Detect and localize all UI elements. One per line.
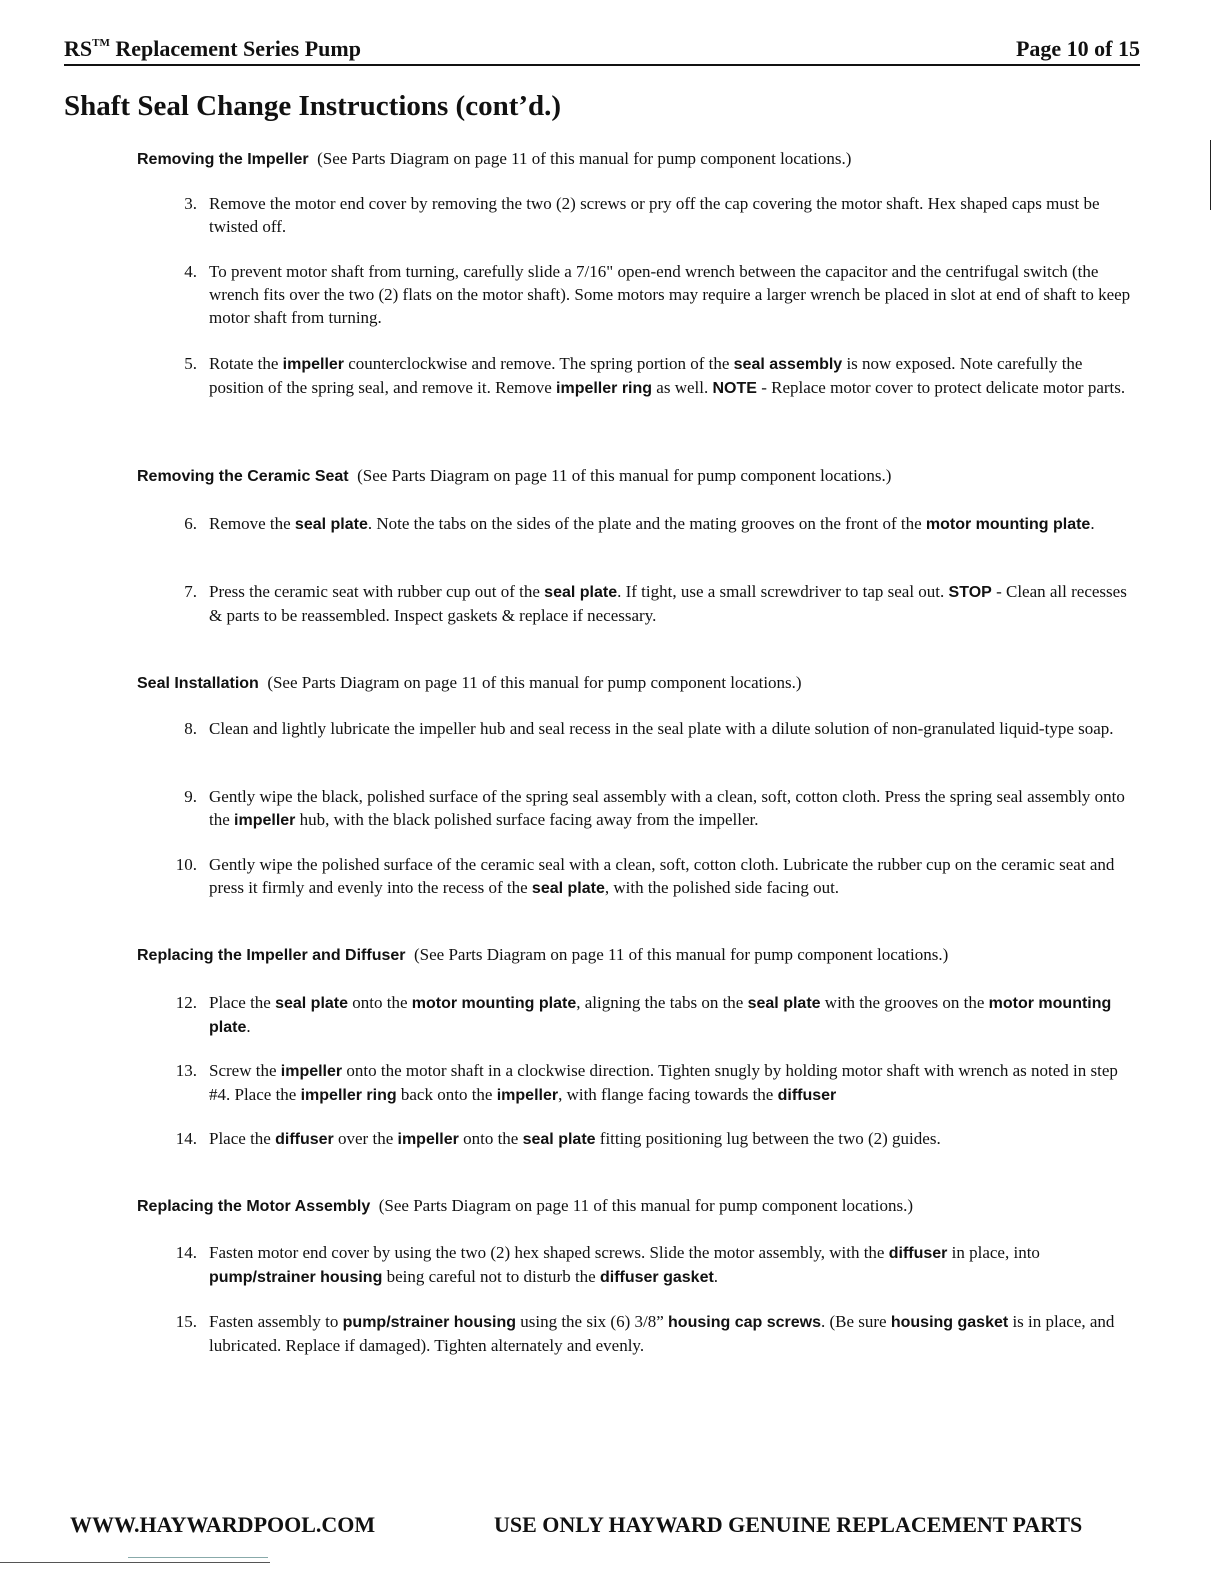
step-text-run: , with the polished side facing out. xyxy=(604,878,840,897)
section-heading xyxy=(137,149,851,169)
scan-bottom-line xyxy=(0,1562,270,1563)
emphasis-term: seal plate xyxy=(544,584,618,601)
step-text-run: being careful not to disturb the xyxy=(382,1267,600,1286)
emphasis-term: motor mounting plate xyxy=(209,995,1112,1036)
step-text xyxy=(209,1127,1139,1151)
section-heading-title: Replacing the Impeller and Diffuser xyxy=(137,947,406,964)
step-number: 14. xyxy=(175,1129,197,1148)
emphasis-term: diffuser gasket xyxy=(599,1269,714,1286)
step-text-run: . (Be sure xyxy=(820,1312,891,1331)
step-number: 3. xyxy=(184,194,197,213)
step-text-run: onto the xyxy=(348,993,412,1012)
step-text-run: using the six (6) 3/8” xyxy=(515,1312,669,1331)
page-header xyxy=(64,34,1140,66)
section-heading-note: (See Parts Diagram on page 11 of this manual for pump component locations.) xyxy=(378,1196,914,1215)
step-text xyxy=(209,991,1139,1039)
step-number: 5. xyxy=(184,354,197,373)
step-text xyxy=(209,512,1139,536)
page-title: Shaft Seal Change Instructions (cont’d.) xyxy=(64,90,562,122)
step-text-run: Fasten assembly to xyxy=(209,1312,343,1331)
footer-notice: USE ONLY HAYWARD GENUINE REPLACEMENT PARTS xyxy=(494,1512,1083,1537)
emphasis-term: diffuser xyxy=(777,1087,837,1104)
section-heading-note: (See Parts Diagram on page 11 of this manual for pump component locations.) xyxy=(357,466,892,485)
step-text-run: onto the xyxy=(458,1129,523,1148)
emphasis-term: STOP xyxy=(948,584,992,601)
step-text xyxy=(209,1241,1139,1289)
page-number: Page 10 of 15 xyxy=(1015,36,1140,61)
step-text xyxy=(209,1310,1139,1357)
section-heading xyxy=(137,466,891,486)
step-text-run: . xyxy=(246,1017,251,1036)
step-text-run: Fasten motor end cover by using the two (2) hex shaped screws. Slide the motor assembly, with the xyxy=(209,1243,889,1262)
step-text-run: with the grooves on the xyxy=(820,993,989,1012)
emphasis-term: impeller xyxy=(496,1087,559,1104)
emphasis-term: housing cap screws xyxy=(668,1314,821,1331)
step-text-run: . xyxy=(1090,514,1095,533)
step-text-run: . xyxy=(713,1267,719,1286)
step-number: 10. xyxy=(175,855,197,874)
step-number: 8. xyxy=(184,719,197,738)
step-number: 12. xyxy=(175,993,197,1012)
step-text-run: . Note the tabs on the sides of the plate and the mating grooves on the front of the xyxy=(367,514,926,533)
step-text-run: Press the ceramic seat with rubber cup out of the xyxy=(209,582,545,601)
step-text-run: , aligning the tabs on the xyxy=(576,993,748,1012)
emphasis-term: impeller ring xyxy=(556,380,653,397)
step-text-run: back onto the xyxy=(396,1085,497,1104)
emphasis-term: NOTE xyxy=(712,380,757,397)
emphasis-term: impeller xyxy=(280,1063,343,1080)
section-heading-title: Replacing the Motor Assembly xyxy=(137,1198,371,1215)
step-number: 15. xyxy=(175,1312,197,1331)
step-number: 9. xyxy=(184,787,197,806)
emphasis-term: impeller xyxy=(397,1131,459,1148)
step-text-run: counterclockwise and remove. The spring portion of the xyxy=(344,354,734,373)
emphasis-term: motor mounting plate xyxy=(411,995,577,1012)
step-text-run: hub, with the black polished surface facing away from the impeller. xyxy=(295,810,759,829)
step-number: 13. xyxy=(175,1061,197,1080)
step-text-run: in place, into xyxy=(947,1243,1040,1262)
step-text-run: Clean and lightly lubricate the impeller hub and seal recess in the seal plate with a dilute solution of non-granulated liquid-type soap. xyxy=(209,719,1114,738)
step-text-run: , with flange facing towards the xyxy=(558,1085,778,1104)
emphasis-term: motor mounting plate xyxy=(925,516,1091,533)
step-text-run: Gently wipe the black, polished surface of the spring seal assembly with a clean, soft, cotton cloth. Press the spring seal assembly onto the xyxy=(209,787,1125,829)
step-text xyxy=(209,192,1139,238)
step-number: 6. xyxy=(184,514,197,533)
section-heading xyxy=(137,1196,913,1216)
step-text xyxy=(209,717,1139,740)
step-text-run: over the xyxy=(333,1129,398,1148)
emphasis-term: seal plate xyxy=(294,516,368,533)
section-heading-note: (See Parts Diagram on page 11 of this manual for pump component locations.) xyxy=(317,149,852,168)
section-heading-note: (See Parts Diagram on page 11 of this manual for pump component locations.) xyxy=(267,673,802,692)
step-text-run: Remove the motor end cover by removing the two (2) screws or pry off the cap covering the motor shaft. Hex shaped caps must be twisted off. xyxy=(209,194,1100,236)
step-text xyxy=(209,1059,1139,1107)
step-number: 4. xyxy=(184,262,197,281)
emphasis-term: seal plate xyxy=(522,1131,596,1148)
step-number: 14. xyxy=(175,1243,197,1262)
step-text-run: Gently wipe the polished surface of the ceramic seal with a clean, soft, cotton cloth. Lubricate the rubber cup on the ceramic seat and press it firmly and evenly into the recess of the xyxy=(209,855,1115,897)
emphasis-term: seal plate xyxy=(747,995,821,1012)
section-heading xyxy=(137,673,802,693)
scan-edge-mark xyxy=(1210,140,1211,210)
step-text-run: is in place, and lubricated. Replace if damaged). Tighten alternately and evenly. xyxy=(209,1312,1115,1355)
step-text-run: as well. xyxy=(652,378,713,397)
emphasis-term: impeller xyxy=(282,356,345,373)
section-heading-note: (See Parts Diagram on page 11 of this manual for pump component locations.) xyxy=(414,945,949,964)
step-text-run: To prevent motor shaft from turning, carefully slide a 7/16" open-end wrench between the capacitor and the centrifugal switch (the wrench fits over the two (2) flats on the motor shaft). Some motors may require a larger wrench be placed in slot at end of shaft to keep motor shaft from turning. xyxy=(209,262,1131,327)
section-heading xyxy=(137,945,948,965)
step-text-run: onto the motor shaft in a clockwise direction. Tighten snugly by holding motor shaft with wrench as noted in step #4. Place the xyxy=(209,1061,1118,1104)
step-text-run: . If tight, use a small screwdriver to tap seal out. xyxy=(617,582,949,601)
emphasis-term: pump/strainer housing xyxy=(342,1314,516,1331)
footer-website: WWW.HAYWARDPOOL.COM xyxy=(70,1512,376,1537)
step-text xyxy=(209,352,1139,400)
step-text-run: Screw the xyxy=(209,1061,281,1080)
step-text xyxy=(209,853,1139,900)
step-text-run: Remove the xyxy=(209,514,295,533)
header-product-name: Replacement Series Pump xyxy=(115,36,361,61)
section-heading-title: Removing the Impeller xyxy=(137,151,309,168)
emphasis-term: impeller xyxy=(234,812,296,829)
header-product-prefix: RS xyxy=(64,36,93,61)
step-text-run: is now exposed. Note carefully the position of the spring seal, and remove it. Remove xyxy=(209,354,1083,397)
step-text-run: - Clean all recesses & parts to be reassembled. Inspect gaskets & replace if necessary. xyxy=(209,582,1127,625)
step-text-run: - Replace motor cover to protect delicate motor parts. xyxy=(756,378,1126,397)
emphasis-term: diffuser xyxy=(275,1131,334,1148)
step-text xyxy=(209,785,1139,832)
section-heading-title: Removing the Ceramic Seat xyxy=(137,468,349,485)
emphasis-term: impeller ring xyxy=(300,1087,397,1104)
step-number: 7. xyxy=(184,582,197,601)
step-text-run: fitting positioning lug between the two (2) guides. xyxy=(595,1129,941,1148)
step-text-run: Place the xyxy=(209,1129,276,1148)
emphasis-term: seal assembly xyxy=(733,356,843,373)
step-text-run: Rotate the xyxy=(209,354,283,373)
header-product xyxy=(64,36,361,62)
emphasis-term: seal plate xyxy=(531,880,605,897)
emphasis-term: pump/strainer housing xyxy=(209,1269,383,1286)
emphasis-term: seal plate xyxy=(275,995,349,1012)
section-heading-title: Seal Installation xyxy=(137,675,259,692)
emphasis-term: housing gasket xyxy=(890,1314,1009,1331)
step-text xyxy=(209,260,1139,329)
step-text-run: Place the xyxy=(209,993,276,1012)
scan-bottom-line-light xyxy=(128,1557,268,1558)
trademark-mark: TM xyxy=(92,37,110,49)
emphasis-term: diffuser xyxy=(888,1245,948,1262)
step-text xyxy=(209,580,1139,627)
